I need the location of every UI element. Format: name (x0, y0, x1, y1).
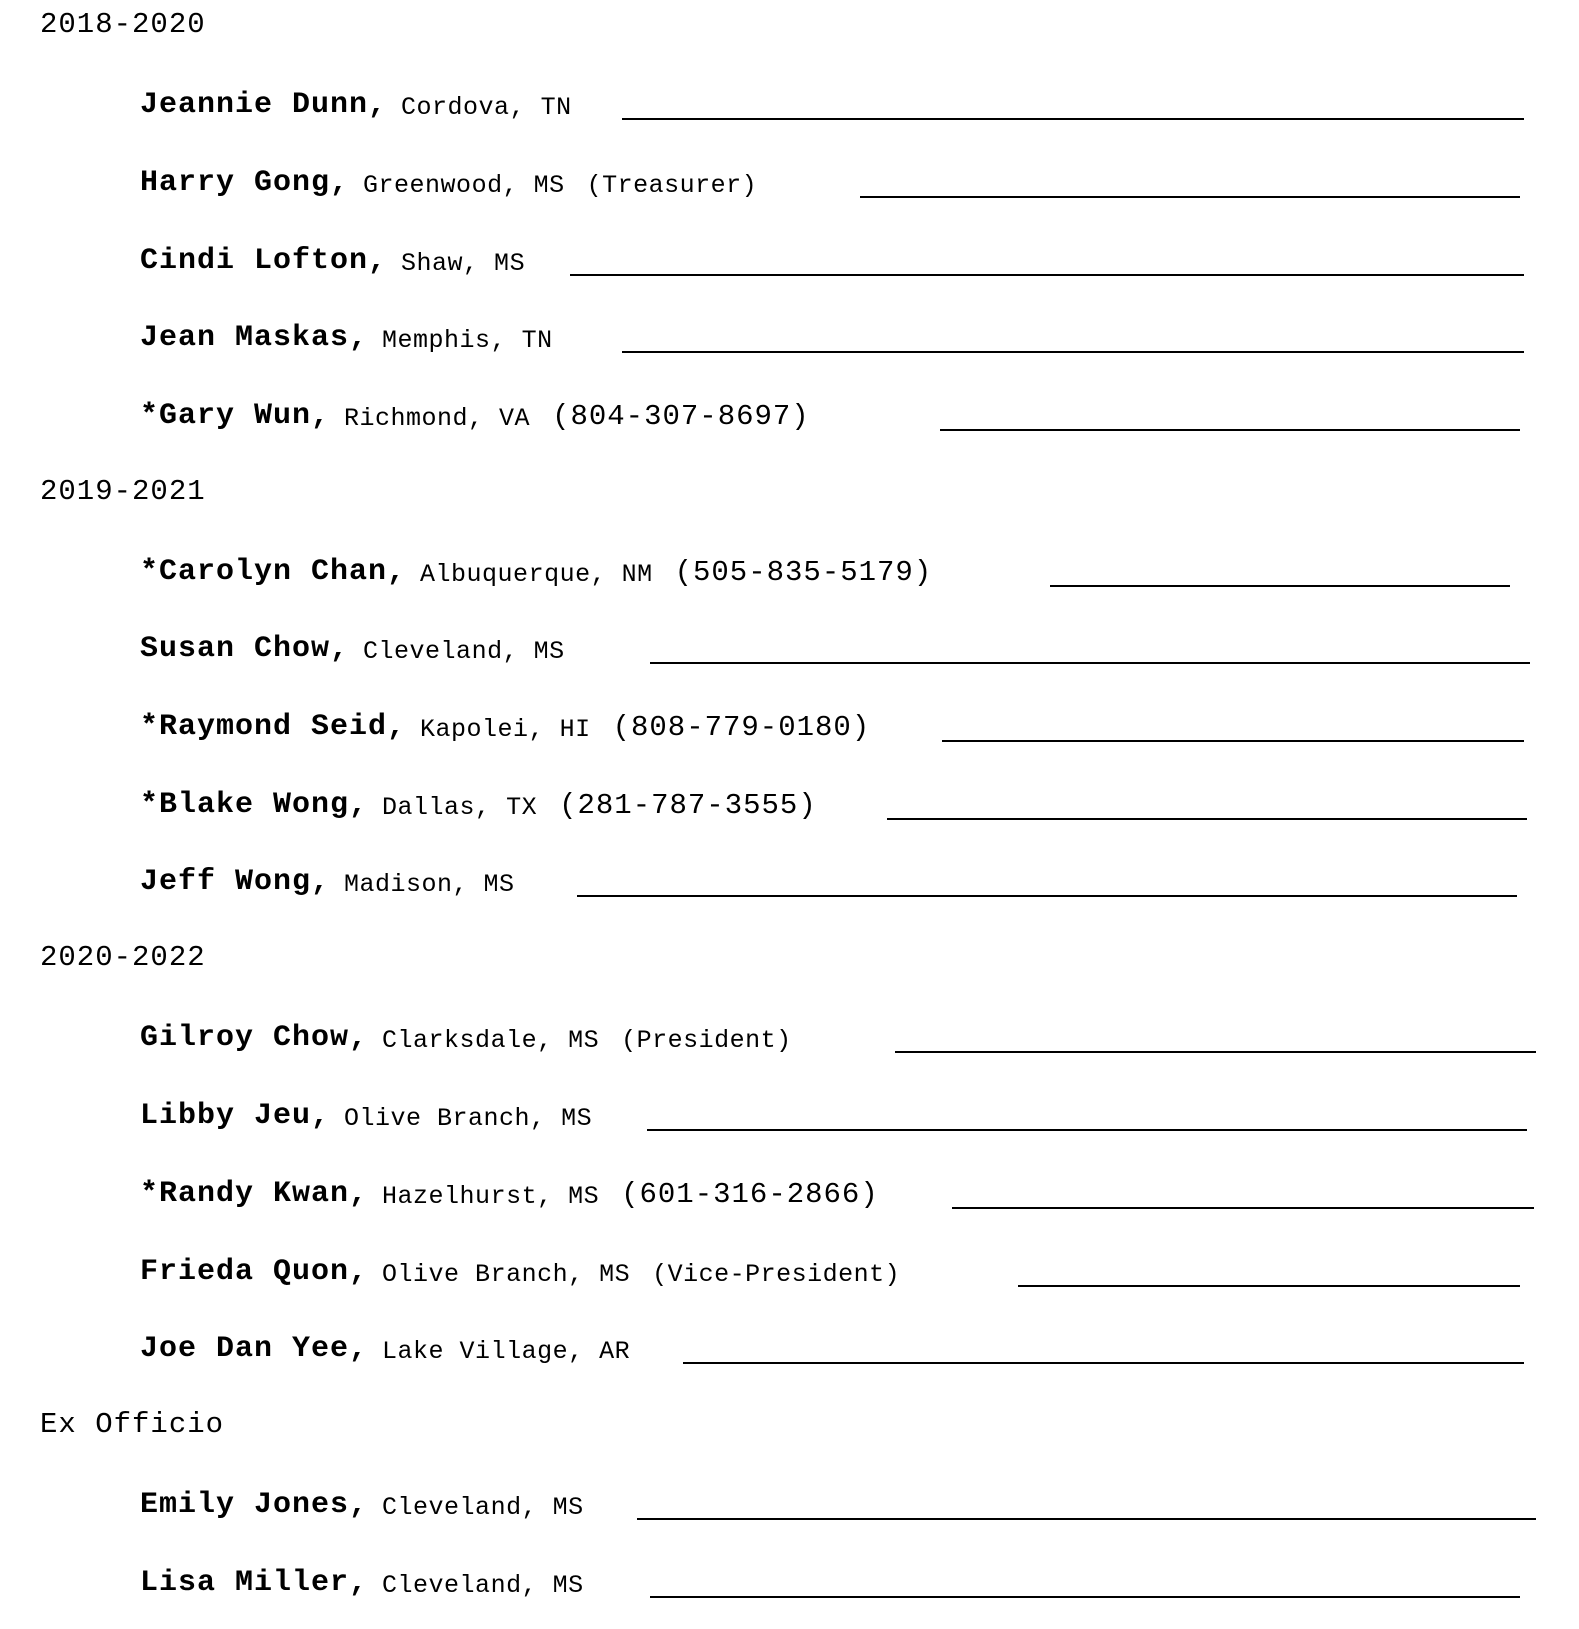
member-location: Memphis, TN (382, 326, 553, 355)
member-name: Harry Gong, (140, 166, 350, 200)
signature-line[interactable] (1018, 1285, 1520, 1287)
section-heading-2020-2022: 2020-2022 (40, 941, 206, 974)
member-row (140, 1326, 1539, 1366)
member-location: Hazelhurst, MS (382, 1182, 600, 1211)
member-row (140, 626, 1539, 666)
signature-line[interactable] (1050, 585, 1510, 587)
member-name: Emily Jones, (140, 1488, 369, 1522)
member-location: Albuquerque, NM (420, 560, 653, 589)
signature-line[interactable] (650, 662, 1530, 664)
member-location: Cleveland, MS (382, 1493, 584, 1522)
member-row (140, 1093, 1539, 1133)
member-row (140, 1249, 1539, 1289)
member-name: Jeannie Dunn, (140, 88, 388, 122)
member-name: Jeff Wong, (140, 865, 331, 899)
signature-line[interactable] (650, 1596, 1520, 1598)
signature-line[interactable] (637, 1518, 1536, 1520)
member-row (140, 1482, 1539, 1522)
member-row (140, 82, 1539, 122)
member-name: *Gary Wun, (140, 399, 331, 433)
signature-line[interactable] (895, 1051, 1536, 1053)
member-name: *Blake Wong, (140, 788, 369, 822)
member-location: Madison, MS (344, 870, 515, 899)
member-location: Richmond, VA (344, 404, 531, 433)
member-role: (President) (621, 1026, 792, 1055)
member-role: (Vice-President) (652, 1260, 901, 1289)
member-row (140, 160, 1539, 200)
member-phone: (808-779-0180) (612, 711, 871, 744)
member-row (140, 549, 1539, 589)
member-name: Frieda Quon, (140, 1255, 369, 1289)
section-heading-2018-2020: 2018-2020 (40, 8, 206, 41)
member-name: Susan Chow, (140, 632, 350, 666)
member-location: Olive Branch, MS (382, 1260, 631, 1289)
member-location: Cleveland, MS (382, 1571, 584, 1600)
member-row (140, 1560, 1539, 1600)
member-row (140, 1171, 1539, 1211)
member-location: Cleveland, MS (363, 637, 565, 666)
signature-line[interactable] (570, 274, 1524, 276)
member-location: Dallas, TX (382, 793, 538, 822)
member-name: Joe Dan Yee, (140, 1332, 369, 1366)
member-name: Cindi Lofton, (140, 244, 388, 278)
member-phone: (281-787-3555) (559, 789, 817, 822)
member-phone: (804-307-8697) (552, 400, 810, 433)
signature-line[interactable] (887, 818, 1527, 820)
signature-line[interactable] (622, 351, 1524, 353)
signature-line[interactable] (860, 196, 1520, 198)
signature-line[interactable] (942, 740, 1524, 742)
signature-line[interactable] (577, 895, 1517, 897)
member-location: Clarksdale, MS (382, 1026, 600, 1055)
member-row (140, 859, 1539, 899)
section-heading-ex-officio: Ex Officio (40, 1408, 225, 1441)
signature-line[interactable] (952, 1207, 1534, 1209)
signature-line[interactable] (940, 429, 1520, 431)
member-phone: (601-316-2866) (621, 1178, 879, 1211)
member-phone: (505-835-5179) (674, 556, 933, 589)
member-row (140, 238, 1539, 278)
member-location: Cordova, TN (401, 93, 572, 122)
member-name: *Carolyn Chan, (140, 555, 407, 589)
member-row (140, 315, 1539, 355)
member-location: Shaw, MS (401, 249, 526, 278)
member-name: Gilroy Chow, (140, 1021, 369, 1055)
member-row (140, 393, 1539, 433)
member-location: Lake Village, AR (382, 1337, 631, 1366)
member-location: Kapolei, HI (420, 715, 591, 744)
signature-line[interactable] (647, 1129, 1527, 1131)
member-name: Libby Jeu, (140, 1099, 331, 1133)
section-heading-2019-2021: 2019-2021 (40, 475, 206, 508)
member-row (140, 782, 1539, 822)
member-role: (Treasurer) (586, 171, 758, 200)
member-location: Olive Branch, MS (344, 1104, 593, 1133)
member-row (140, 1015, 1539, 1055)
member-location: Greenwood, MS (363, 171, 565, 200)
signature-line[interactable] (622, 118, 1524, 120)
member-name: Lisa Miller, (140, 1566, 369, 1600)
member-name: *Raymond Seid, (140, 710, 407, 744)
signature-line[interactable] (683, 1362, 1524, 1364)
member-row (140, 704, 1539, 744)
member-name: *Randy Kwan, (140, 1177, 369, 1211)
member-name: Jean Maskas, (140, 321, 369, 355)
